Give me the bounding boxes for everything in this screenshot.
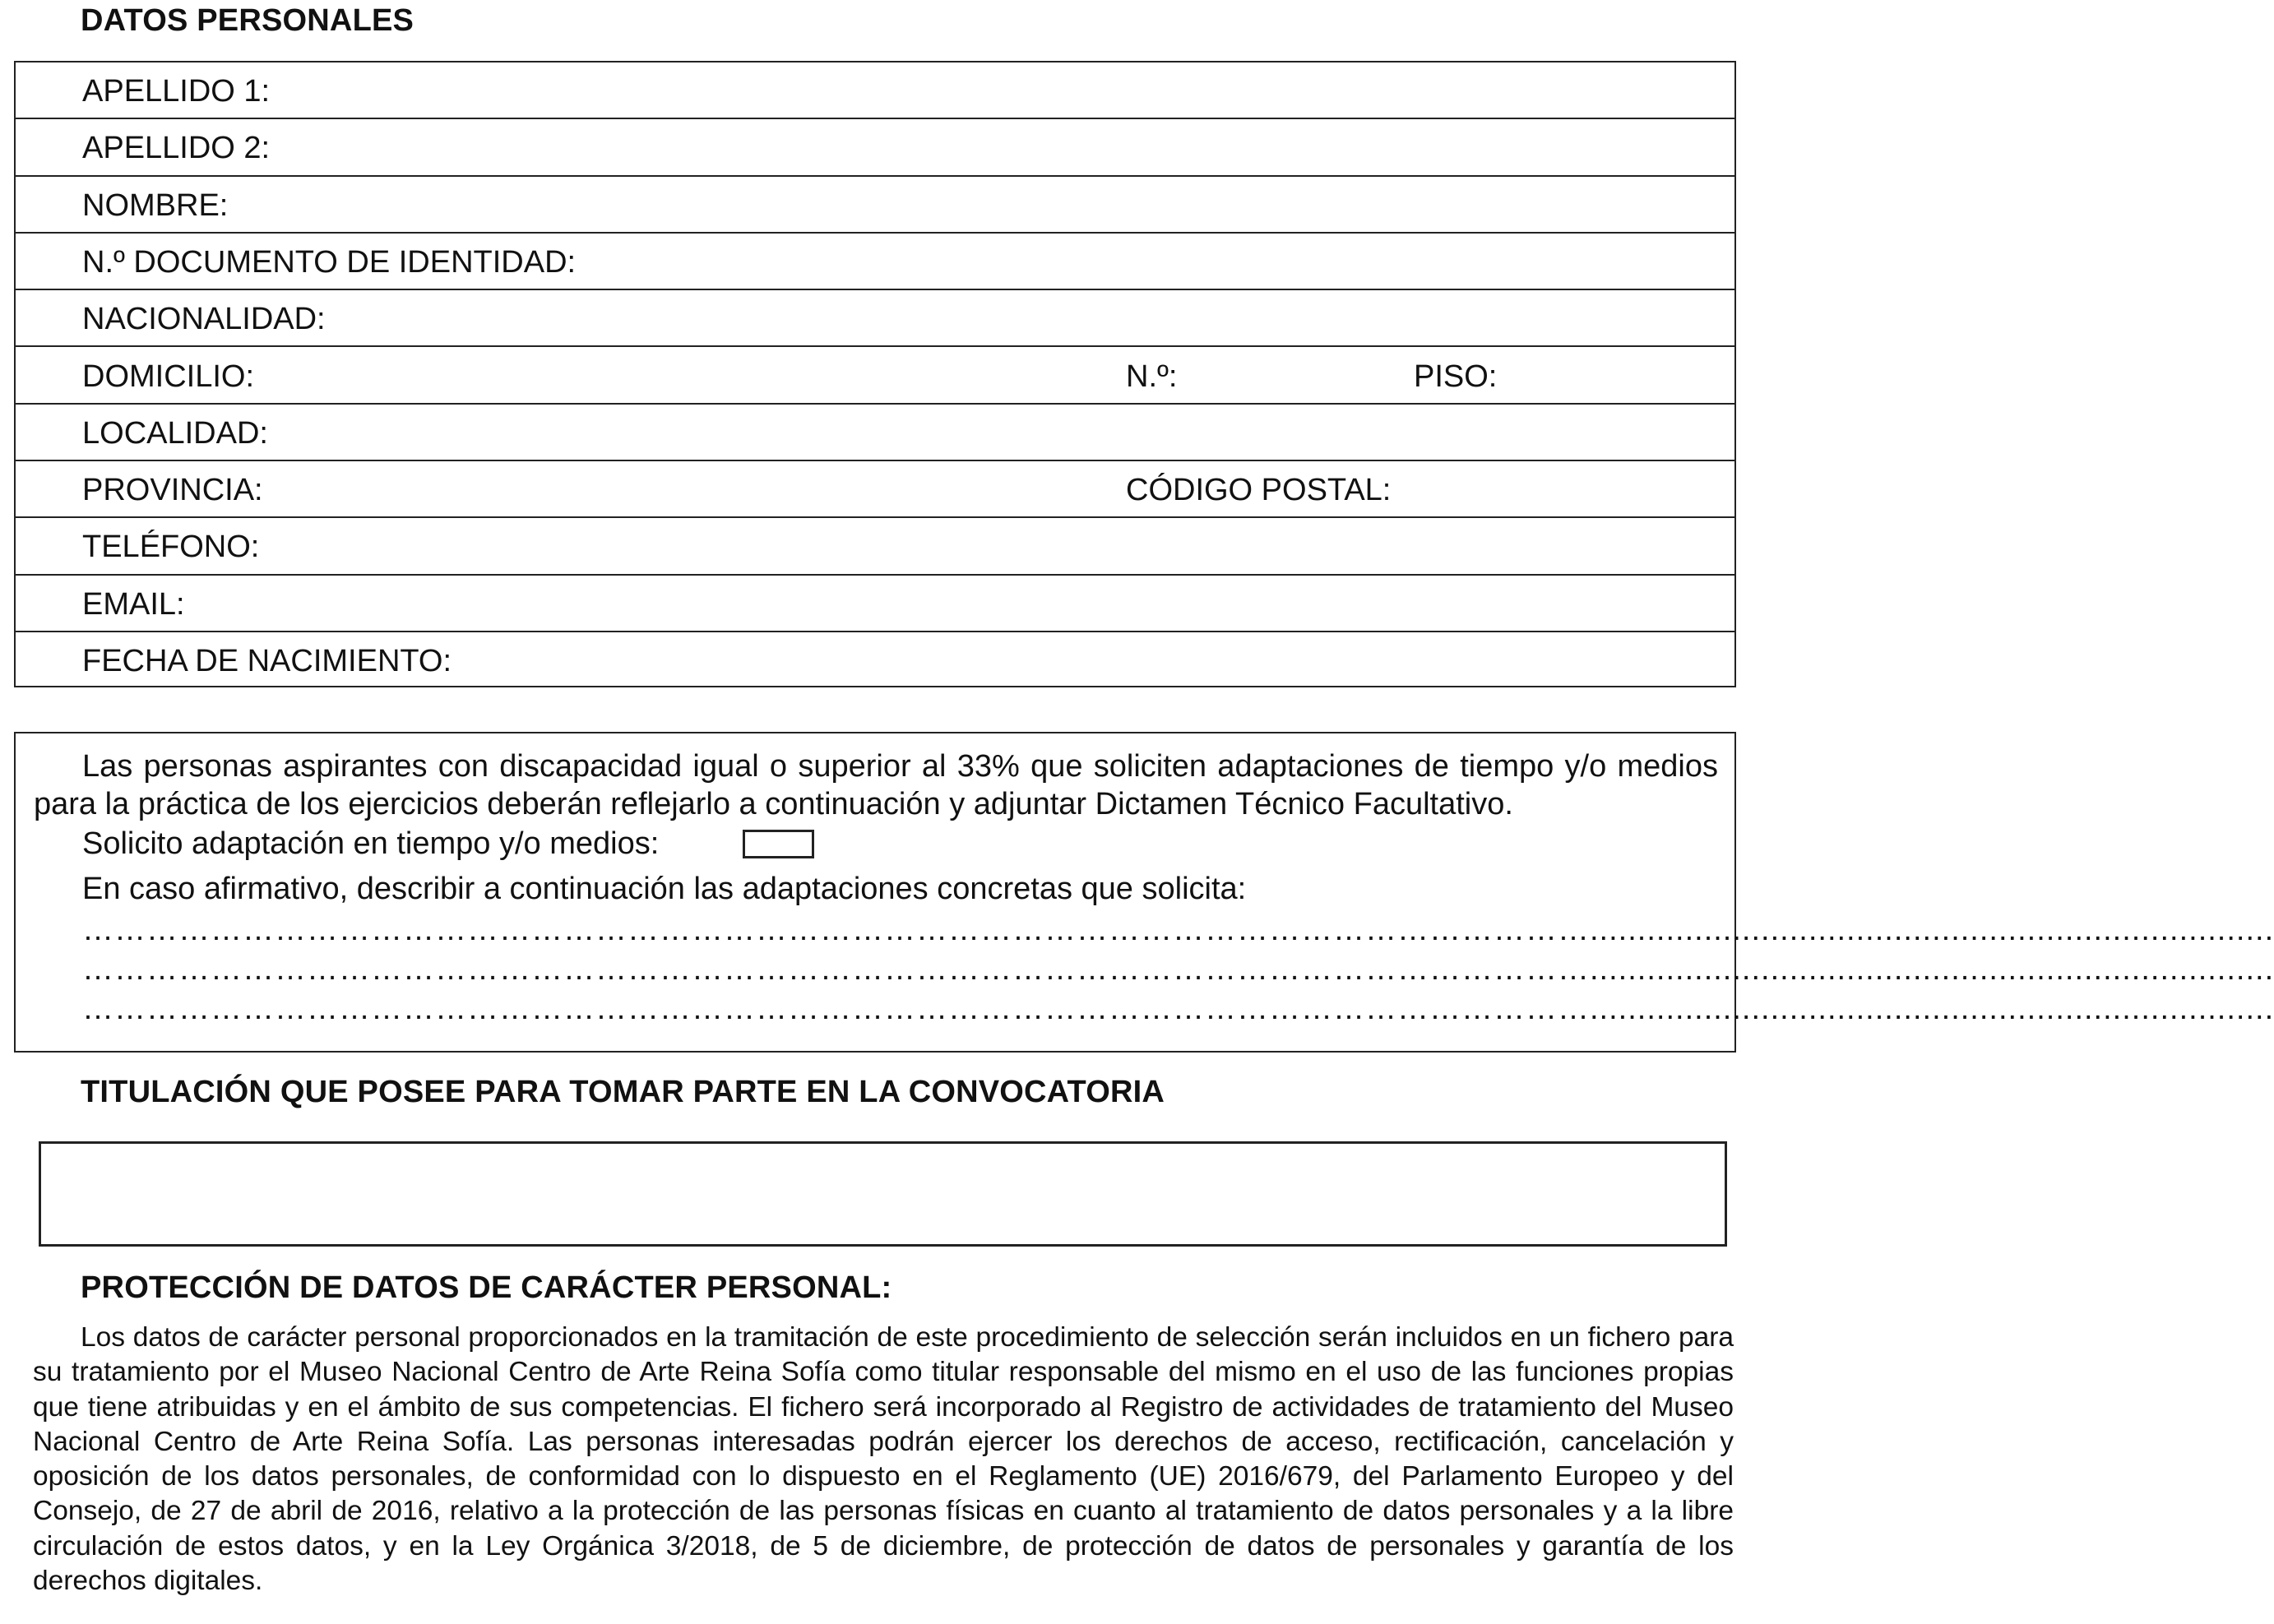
row-fecha-nacimiento[interactable]: [16, 632, 1734, 689]
row-provincia[interactable]: [16, 461, 1734, 518]
row-nombre[interactable]: [16, 177, 1734, 234]
label-telefono: TELÉFONO:: [82, 530, 260, 565]
row-nacionalidad[interactable]: [16, 290, 1734, 347]
row-apellido-1[interactable]: [16, 62, 1734, 119]
section-title-proteccion-datos: PROTECCIÓN DE DATOS DE CARÁCTER PERSONAL:: [81, 1270, 892, 1305]
row-domicilio[interactable]: [16, 348, 1734, 405]
disability-paragraph: Las personas aspirantes con discapacidad igual o superior al 33% que soliciten adaptaciones de tiempo y/o medios para la práctica de los ejercicios deberán reflejarlo a continuación y adjuntar Dictamen Técnico Facultativo.: [34, 749, 1718, 821]
section-title-datos-personales: DATOS PERSONALES: [81, 3, 415, 38]
label-documento: N.º DOCUMENTO DE IDENTIDAD:: [82, 244, 577, 280]
label-piso: PISO:: [1414, 359, 1498, 394]
label-numero: N.º:: [1126, 359, 1178, 394]
data-protection-paragraph: Los datos de carácter personal proporcionados en la tramitación de este procedimiento de selección serán incluidos en un fichero para su tratamiento por el Museo Nacional Centro de Arte Reina Sofía como titular responsable del mismo en el uso de las funciones propias que tiene atribuidas y en el ámbito de sus competencias. El fichero será incorporado al Registro de actividades de tratamiento del Museo Nacional Centro de Arte Reina Sofía. Las personas interesadas podrán ejercer los derechos de acceso, rectificación, cancelación y oposición de los datos personales, de conformidad con lo dispuesto en el Reglamento (UE) 2016/679, del Parlamento Europeo y del Consejo, de 27 de abril de 2016, relativo a la protección de las personas físicas en cuanto al tratamiento de datos personales y a la libre circulación de estos datos, y en la Ley Orgánica 3/2018, de 5 de diciembre, de protección de datos de personales y garantía de los derechos digitales.: [33, 1322, 1734, 1597]
label-nacionalidad: NACIONALIDAD:: [82, 302, 326, 337]
label-apellido-1: APELLIDO 1:: [82, 74, 271, 109]
label-domicilio: DOMICILIO:: [82, 359, 255, 394]
adaptation-request-checkbox[interactable]: [743, 830, 814, 858]
label-email: EMAIL:: [82, 586, 185, 622]
label-apellido-2: APELLIDO 2:: [82, 131, 271, 166]
label-codigo-postal: CÓDIGO POSTAL:: [1126, 473, 1392, 508]
label-nombre: NOMBRE:: [82, 187, 229, 223]
row-telefono[interactable]: [16, 518, 1734, 575]
label-provincia: PROVINCIA:: [82, 473, 263, 508]
row-apellido-2[interactable]: [16, 119, 1734, 176]
adaptation-description-line-1[interactable]: ……………………………………………………………………………………………………………………………........................................................................: [82, 913, 2274, 947]
titulacion-input-box[interactable]: [39, 1141, 1727, 1247]
adaptation-description-line-2[interactable]: ……………………………………………………………………………………………………………………………........................................................................: [82, 952, 2274, 987]
adaptation-describe-label: En caso afirmativo, describir a continuación las adaptaciones concretas que solicita:: [82, 872, 1247, 906]
personal-data-table: [14, 61, 1736, 687]
row-documento[interactable]: [16, 234, 1734, 290]
row-localidad[interactable]: [16, 405, 1734, 461]
adaptation-request-label: Solicito adaptación en tiempo y/o medios:: [82, 826, 660, 861]
section-title-titulacion: TITULACIÓN QUE POSEE PARA TOMAR PARTE EN LA CONVOCATORIA: [81, 1075, 1165, 1109]
label-fecha-nacimiento: FECHA DE NACIMIENTO:: [82, 644, 452, 678]
label-localidad: LOCALIDAD:: [82, 415, 268, 451]
row-email[interactable]: [16, 576, 1734, 632]
disability-adaptation-box: [14, 732, 2274, 1053]
adaptation-description-line-3[interactable]: ……………………………………………………………………………………………………………………………........................................................................: [82, 992, 2274, 1026]
